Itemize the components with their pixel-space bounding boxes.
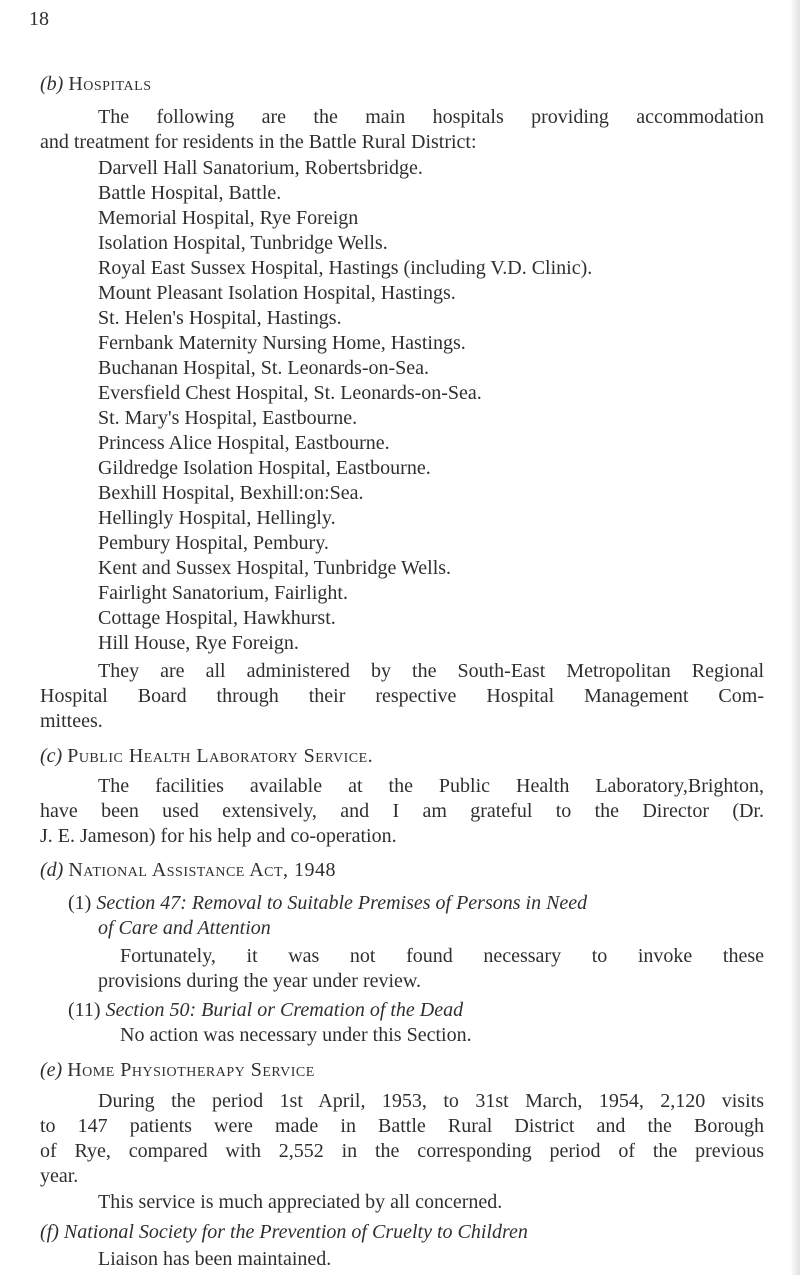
hospital-list-item: Pembury Hospital, Pembury. xyxy=(98,532,329,554)
section-d-item-1-title: (1) Section 47: Removal to Suitable Premises of Persons in Need xyxy=(68,892,588,914)
page-edge-shadow xyxy=(790,0,800,1275)
section-d-item-1-title-cont: of Care and Attention xyxy=(98,917,271,939)
hospital-list-item: Buchanan Hospital, St. Leonards-on-Sea. xyxy=(98,357,430,379)
hospital-list-item: Kent and Sussex Hospital, Tunbridge Wells. xyxy=(98,557,452,579)
section-d-item-1-line-1: Fortunately, it was not found necessary to invoke these xyxy=(120,945,764,967)
section-f-line-1: Liaison has been maintained. xyxy=(98,1248,332,1270)
section-e-line-1: During the period 1st April, 1953, to 31st March, 1954, 2,120 visits xyxy=(98,1090,764,1112)
page-number: 18 xyxy=(29,8,49,30)
section-c-heading: (c) Public Health Laboratory Service. xyxy=(40,745,374,767)
section-e-line-3: of Rye, compared with 2,552 in the corresponding period of the previous xyxy=(40,1140,764,1162)
section-b-intro-2: and treatment for residents in the Battle Rural District: xyxy=(40,131,477,153)
hospital-list-item: Bexhill Hospital, Bexhill:on:Sea. xyxy=(98,482,364,504)
section-c-line-2: have been used extensively, and I am grateful to the Director (Dr. xyxy=(40,800,764,822)
hospital-list-item: Fairlight Sanatorium, Fairlight. xyxy=(98,582,348,604)
section-e-line-2: to 147 patients were made in Battle Rural District and the Borough xyxy=(40,1115,764,1137)
hospital-list-item: Hellingly Hospital, Hellingly. xyxy=(98,507,336,529)
hospital-list-item: St. Mary's Hospital, Eastbourne. xyxy=(98,407,358,429)
hospital-list-item: Battle Hospital, Battle. xyxy=(98,182,282,204)
hospital-list-item: Fernbank Maternity Nursing Home, Hastings. xyxy=(98,332,466,354)
section-d-item-2-line-1: No action was necessary under this Section. xyxy=(120,1024,472,1046)
section-f-heading: (f) National Society for the Prevention of Cruelty to Children xyxy=(40,1221,528,1243)
hospital-list-item: Royal East Sussex Hospital, Hastings (including V.D. Clinic). xyxy=(98,257,593,279)
hospital-list-item: Darvell Hall Sanatorium, Robertsbridge. xyxy=(98,157,423,179)
section-b-closing-1: They are all administered by the South-East Metropolitan Regional xyxy=(98,660,764,682)
hospital-list-item: Gildredge Isolation Hospital, Eastbourne. xyxy=(98,457,431,479)
section-e-line-5: This service is much appreciated by all concerned. xyxy=(98,1191,503,1213)
section-c-line-3: J. E. Jameson) for his help and co-operation. xyxy=(40,825,397,847)
hospital-list-item: Memorial Hospital, Rye Foreign xyxy=(98,207,359,229)
section-e-line-4: year. xyxy=(40,1165,79,1187)
hospital-list-item: Hill House, Rye Foreign. xyxy=(98,632,299,654)
section-d-heading: (d) National Assistance Act, 1948 xyxy=(40,859,337,881)
section-b-closing-3: mittees. xyxy=(40,710,103,732)
hospital-list-item: Princess Alice Hospital, Eastbourne. xyxy=(98,432,390,454)
section-d-item-1-line-2: provisions during the year under review. xyxy=(98,970,422,992)
hospital-list-item: St. Helen's Hospital, Hastings. xyxy=(98,307,342,329)
hospital-list-item: Isolation Hospital, Tunbridge Wells. xyxy=(98,232,388,254)
hospital-list-item: Cottage Hospital, Hawkhurst. xyxy=(98,607,336,629)
section-b-closing-2: Hospital Board through their respective Hospital Management Com- xyxy=(40,685,764,707)
section-e-heading: (e) Home Physiotherapy Service xyxy=(40,1059,315,1081)
section-d-item-2-title: (11) Section 50: Burial or Cremation of the Dead xyxy=(68,999,464,1021)
hospital-list-item: Mount Pleasant Isolation Hospital, Hastings. xyxy=(98,282,456,304)
section-b-intro-1: The following are the main hospitals providing accommodation xyxy=(98,106,764,128)
section-b-heading: (b) Hospitals xyxy=(40,73,152,95)
section-c-line-1: The facilities available at the Public Health Laboratory,Brighton, xyxy=(98,775,764,797)
hospital-list-item: Eversfield Chest Hospital, St. Leonards-on-Sea. xyxy=(98,382,482,404)
